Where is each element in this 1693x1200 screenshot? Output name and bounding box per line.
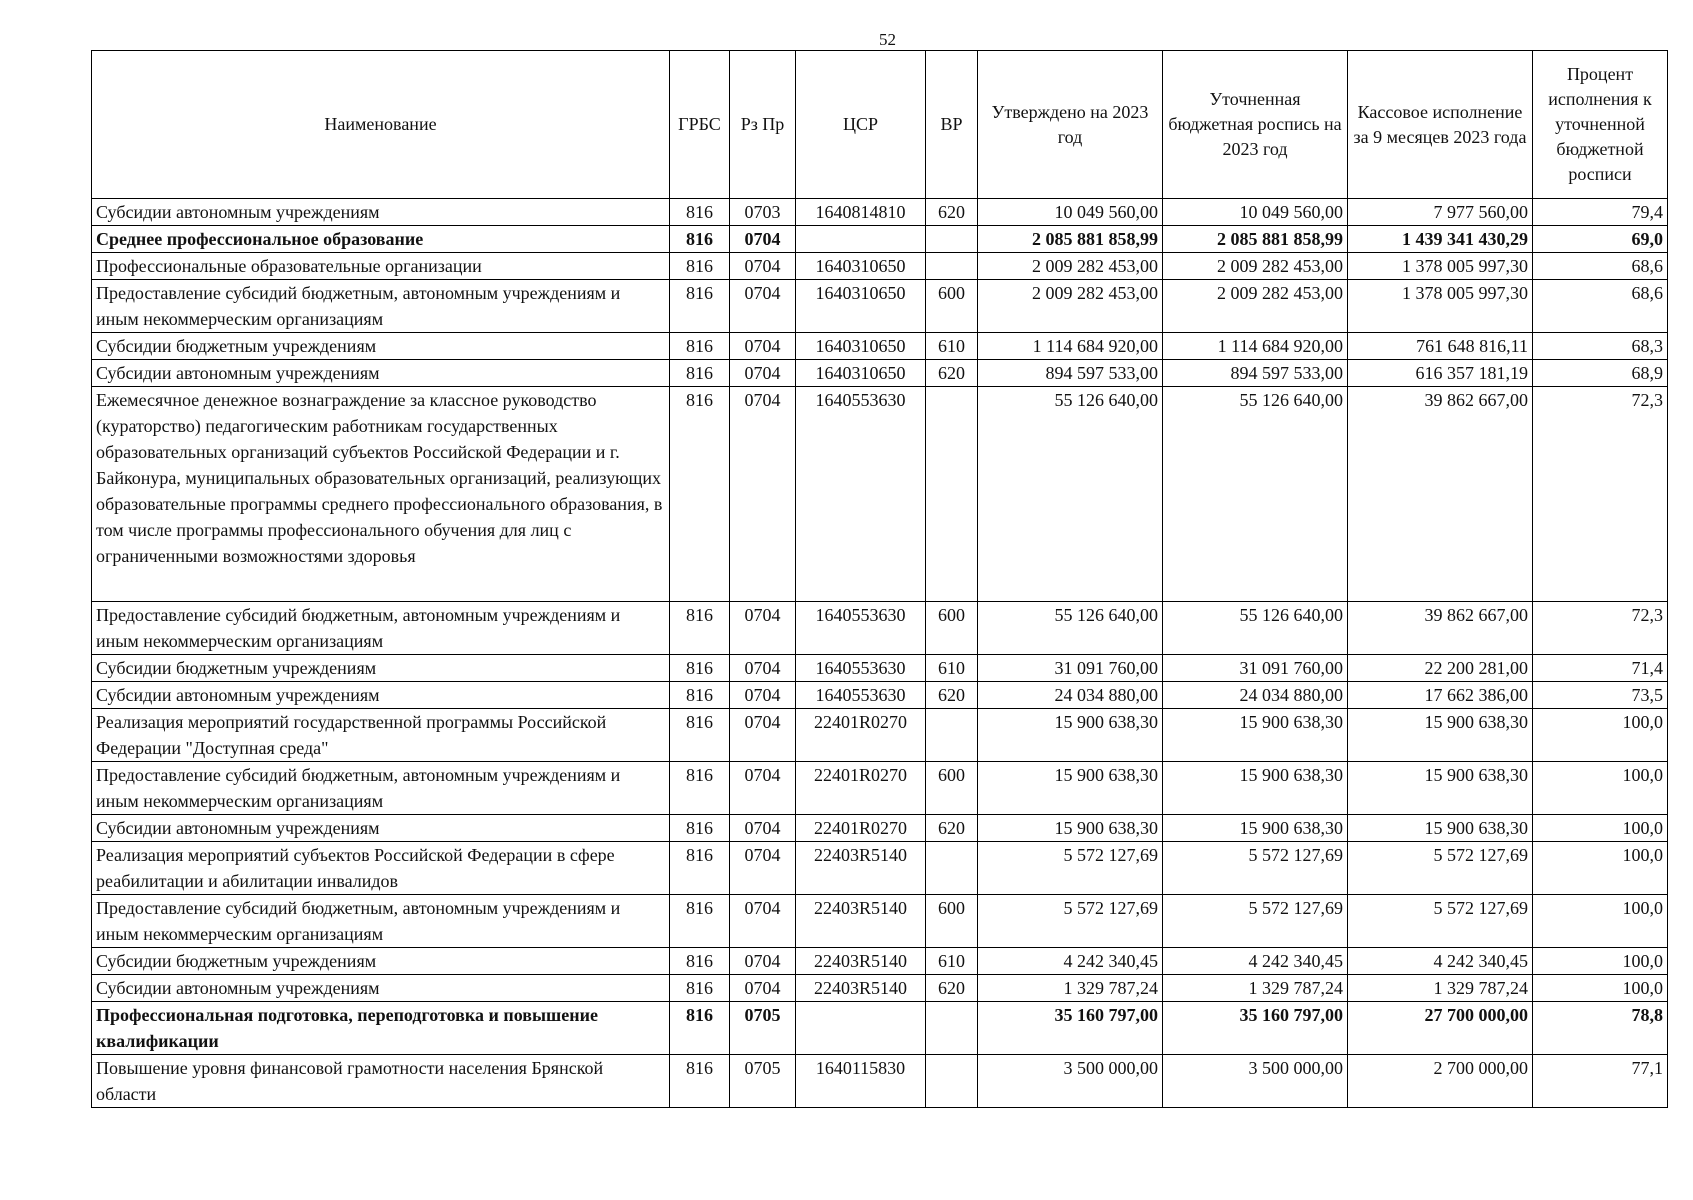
table-row: [92, 815, 1668, 842]
cell-refined: 15 900 638,30: [1163, 709, 1348, 762]
cell-approved: 3 500 000,00: [978, 1055, 1163, 1108]
cell-rzpr: 0704: [730, 815, 796, 842]
cell-grbs: 816: [670, 360, 730, 387]
cell-grbs: 816: [670, 682, 730, 709]
cell-grbs: 816: [670, 333, 730, 360]
cell-rzpr: 0704: [730, 655, 796, 682]
cell-csr: 1640310650: [796, 280, 926, 333]
cell-percent: 100,0: [1533, 948, 1668, 975]
table-row: [92, 333, 1668, 360]
cell-csr: 22401R0270: [796, 709, 926, 762]
cell-csr: 1640310650: [796, 253, 926, 280]
cell-refined: 1 329 787,24: [1163, 975, 1348, 1002]
table-row: [92, 360, 1668, 387]
cell-vr: [926, 387, 978, 602]
cell-refined: 55 126 640,00: [1163, 387, 1348, 602]
cell-percent: 79,4: [1533, 199, 1668, 226]
table-row: [92, 895, 1668, 948]
table-row: [92, 1055, 1668, 1108]
cell-name: Субсидии бюджетным учреждениям: [92, 948, 670, 975]
cell-percent: 68,9: [1533, 360, 1668, 387]
cell-name: Предоставление субсидий бюджетным, автономным учреждениям и иным некоммерческим организациям: [92, 280, 670, 333]
cell-refined: 3 500 000,00: [1163, 1055, 1348, 1108]
cell-percent: 100,0: [1533, 975, 1668, 1002]
cell-refined: 15 900 638,30: [1163, 762, 1348, 815]
cell-csr: 22401R0270: [796, 762, 926, 815]
cell-cash: 1 439 341 430,29: [1348, 226, 1533, 253]
cell-name: Профессиональная подготовка, переподготовка и повышение квалификации: [92, 1002, 670, 1055]
cell-cash: 5 572 127,69: [1348, 842, 1533, 895]
cell-name: Субсидии бюджетным учреждениям: [92, 655, 670, 682]
cell-percent: 100,0: [1533, 709, 1668, 762]
cell-approved: 1 329 787,24: [978, 975, 1163, 1002]
cell-refined: 894 597 533,00: [1163, 360, 1348, 387]
cell-csr: 1640553630: [796, 682, 926, 709]
cell-percent: 100,0: [1533, 842, 1668, 895]
cell-grbs: 816: [670, 842, 730, 895]
cell-approved: 5 572 127,69: [978, 895, 1163, 948]
cell-percent: 68,6: [1533, 280, 1668, 333]
cell-refined: 35 160 797,00: [1163, 1002, 1348, 1055]
cell-csr: 1640310650: [796, 360, 926, 387]
cell-vr: [926, 842, 978, 895]
cell-approved: 15 900 638,30: [978, 709, 1163, 762]
page-number: 52: [879, 30, 896, 49]
cell-grbs: 816: [670, 1055, 730, 1108]
cell-csr: 1640553630: [796, 602, 926, 655]
cell-vr: [926, 226, 978, 253]
cell-refined: 31 091 760,00: [1163, 655, 1348, 682]
cell-rzpr: 0705: [730, 1055, 796, 1108]
table-row: [92, 842, 1668, 895]
cell-cash: 39 862 667,00: [1348, 387, 1533, 602]
cell-vr: [926, 709, 978, 762]
cell-cash: 15 900 638,30: [1348, 815, 1533, 842]
table-header-row: [92, 51, 1668, 199]
table-row: [92, 975, 1668, 1002]
cell-rzpr: 0704: [730, 387, 796, 602]
cell-refined: 1 114 684 920,00: [1163, 333, 1348, 360]
cell-percent: 100,0: [1533, 762, 1668, 815]
cell-csr: 22403R5140: [796, 842, 926, 895]
cell-rzpr: 0704: [730, 842, 796, 895]
cell-approved: 894 597 533,00: [978, 360, 1163, 387]
budget-execution-table: [91, 50, 1668, 1108]
cell-cash: 4 242 340,45: [1348, 948, 1533, 975]
cell-refined: 5 572 127,69: [1163, 895, 1348, 948]
cell-name: Предоставление субсидий бюджетным, автономным учреждениям и иным некоммерческим организациям: [92, 762, 670, 815]
cell-percent: 71,4: [1533, 655, 1668, 682]
cell-vr: 600: [926, 602, 978, 655]
header-name: Наименование: [92, 51, 670, 199]
cell-name: Субсидии автономным учреждениям: [92, 199, 670, 226]
table-row: [92, 1002, 1668, 1055]
cell-refined: 2 085 881 858,99: [1163, 226, 1348, 253]
cell-percent: 68,6: [1533, 253, 1668, 280]
cell-grbs: 816: [670, 226, 730, 253]
cell-approved: 5 572 127,69: [978, 842, 1163, 895]
cell-refined: 10 049 560,00: [1163, 199, 1348, 226]
cell-percent: 100,0: [1533, 895, 1668, 948]
cell-refined: 2 009 282 453,00: [1163, 253, 1348, 280]
cell-name: Реализация мероприятий субъектов Российской Федерации в сфере реабилитации и абилитации инвалидов: [92, 842, 670, 895]
cell-name: Субсидии автономным учреждениям: [92, 815, 670, 842]
cell-percent: 100,0: [1533, 815, 1668, 842]
table-row: [92, 762, 1668, 815]
cell-approved: 2 009 282 453,00: [978, 280, 1163, 333]
cell-percent: 68,3: [1533, 333, 1668, 360]
cell-grbs: 816: [670, 762, 730, 815]
cell-vr: 610: [926, 655, 978, 682]
cell-csr: 1640553630: [796, 655, 926, 682]
cell-rzpr: 0704: [730, 280, 796, 333]
cell-grbs: 816: [670, 815, 730, 842]
cell-refined: 5 572 127,69: [1163, 842, 1348, 895]
cell-percent: 72,3: [1533, 387, 1668, 602]
cell-csr: 22401R0270: [796, 815, 926, 842]
cell-vr: 620: [926, 360, 978, 387]
cell-rzpr: 0704: [730, 948, 796, 975]
cell-cash: 5 572 127,69: [1348, 895, 1533, 948]
cell-name: Профессиональные образовательные организации: [92, 253, 670, 280]
cell-cash: 1 378 005 997,30: [1348, 280, 1533, 333]
header-rzpr: Рз Пр: [730, 51, 796, 199]
table-row: [92, 387, 1668, 602]
cell-rzpr: 0705: [730, 1002, 796, 1055]
cell-approved: 2 085 881 858,99: [978, 226, 1163, 253]
cell-name: Предоставление субсидий бюджетным, автономным учреждениям и иным некоммерческим организациям: [92, 895, 670, 948]
cell-rzpr: 0704: [730, 360, 796, 387]
cell-percent: 77,1: [1533, 1055, 1668, 1108]
cell-cash: 15 900 638,30: [1348, 709, 1533, 762]
cell-name: Субсидии автономным учреждениям: [92, 360, 670, 387]
cell-vr: 620: [926, 975, 978, 1002]
cell-cash: 1 378 005 997,30: [1348, 253, 1533, 280]
cell-cash: 616 357 181,19: [1348, 360, 1533, 387]
cell-grbs: 816: [670, 895, 730, 948]
cell-rzpr: 0704: [730, 253, 796, 280]
cell-cash: 15 900 638,30: [1348, 762, 1533, 815]
cell-percent: 72,3: [1533, 602, 1668, 655]
cell-cash: 2 700 000,00: [1348, 1055, 1533, 1108]
cell-approved: 15 900 638,30: [978, 815, 1163, 842]
cell-rzpr: 0704: [730, 602, 796, 655]
cell-grbs: 816: [670, 602, 730, 655]
cell-vr: 620: [926, 815, 978, 842]
cell-csr: 22403R5140: [796, 895, 926, 948]
cell-percent: 69,0: [1533, 226, 1668, 253]
table-row: [92, 280, 1668, 333]
cell-refined: 15 900 638,30: [1163, 815, 1348, 842]
header-grbs: ГРБС: [670, 51, 730, 199]
cell-refined: 2 009 282 453,00: [1163, 280, 1348, 333]
cell-rzpr: 0704: [730, 762, 796, 815]
cell-percent: 78,8: [1533, 1002, 1668, 1055]
cell-csr: 1640814810: [796, 199, 926, 226]
table-row: [92, 709, 1668, 762]
cell-vr: [926, 253, 978, 280]
cell-name: Ежемесячное денежное вознаграждение за классное руководство (кураторство) педагогическим работникам государственных образовательных организаций субъектов Российской Федерации и г. Байконура, муниципальных образовательных организаций, реализующих образовательные программы среднего профессионального образования, в том числе программы профессионального обучения для лиц с ограниченными возможностями здоровья: [92, 387, 670, 602]
cell-name: Реализация мероприятий государственной программы Российской Федерации "Доступная среда": [92, 709, 670, 762]
cell-approved: 2 009 282 453,00: [978, 253, 1163, 280]
cell-approved: 1 114 684 920,00: [978, 333, 1163, 360]
cell-csr: 1640553630: [796, 387, 926, 602]
table-row: [92, 253, 1668, 280]
cell-rzpr: 0704: [730, 226, 796, 253]
header-vr: ВР: [926, 51, 978, 199]
cell-grbs: 816: [670, 975, 730, 1002]
header-cash: Кассовое исполнение за 9 месяцев 2023 года: [1348, 51, 1533, 199]
cell-approved: 10 049 560,00: [978, 199, 1163, 226]
cell-vr: 600: [926, 895, 978, 948]
cell-rzpr: 0703: [730, 199, 796, 226]
cell-approved: 55 126 640,00: [978, 602, 1163, 655]
table-row: [92, 655, 1668, 682]
cell-grbs: 816: [670, 199, 730, 226]
cell-refined: 24 034 880,00: [1163, 682, 1348, 709]
cell-approved: 15 900 638,30: [978, 762, 1163, 815]
cell-cash: 7 977 560,00: [1348, 199, 1533, 226]
table-row: [92, 948, 1668, 975]
cell-vr: 600: [926, 280, 978, 333]
cell-grbs: 816: [670, 948, 730, 975]
header-refined: Уточненная бюджетная роспись на 2023 год: [1163, 51, 1348, 199]
cell-name: Субсидии бюджетным учреждениям: [92, 333, 670, 360]
cell-name: Предоставление субсидий бюджетным, автономным учреждениям и иным некоммерческим организациям: [92, 602, 670, 655]
cell-percent: 73,5: [1533, 682, 1668, 709]
cell-vr: 610: [926, 333, 978, 360]
cell-grbs: 816: [670, 1002, 730, 1055]
cell-cash: 22 200 281,00: [1348, 655, 1533, 682]
cell-approved: 55 126 640,00: [978, 387, 1163, 602]
table-row: [92, 682, 1668, 709]
cell-csr: 22403R5140: [796, 948, 926, 975]
table-body: [92, 199, 1668, 1108]
cell-vr: 620: [926, 682, 978, 709]
cell-cash: 39 862 667,00: [1348, 602, 1533, 655]
cell-approved: 35 160 797,00: [978, 1002, 1163, 1055]
cell-name: Субсидии автономным учреждениям: [92, 975, 670, 1002]
cell-grbs: 816: [670, 280, 730, 333]
cell-rzpr: 0704: [730, 333, 796, 360]
cell-rzpr: 0704: [730, 895, 796, 948]
header-csr: ЦСР: [796, 51, 926, 199]
cell-refined: 55 126 640,00: [1163, 602, 1348, 655]
table-row: [92, 226, 1668, 253]
cell-name: Среднее профессиональное образование: [92, 226, 670, 253]
cell-vr: [926, 1055, 978, 1108]
cell-approved: 31 091 760,00: [978, 655, 1163, 682]
cell-cash: 761 648 816,11: [1348, 333, 1533, 360]
cell-approved: 4 242 340,45: [978, 948, 1163, 975]
table-row: [92, 199, 1668, 226]
cell-vr: 620: [926, 199, 978, 226]
cell-cash: 27 700 000,00: [1348, 1002, 1533, 1055]
cell-grbs: 816: [670, 253, 730, 280]
cell-rzpr: 0704: [730, 975, 796, 1002]
cell-vr: [926, 1002, 978, 1055]
cell-grbs: 816: [670, 655, 730, 682]
cell-csr: [796, 226, 926, 253]
cell-refined: 4 242 340,45: [1163, 948, 1348, 975]
header-percent: Процент исполнения к уточненной бюджетной росписи: [1533, 51, 1668, 199]
cell-vr: 610: [926, 948, 978, 975]
cell-grbs: 816: [670, 387, 730, 602]
cell-approved: 24 034 880,00: [978, 682, 1163, 709]
table-row: [92, 602, 1668, 655]
cell-rzpr: 0704: [730, 682, 796, 709]
header-approved: Утверждено на 2023 год: [978, 51, 1163, 199]
cell-csr: 1640310650: [796, 333, 926, 360]
cell-rzpr: 0704: [730, 709, 796, 762]
cell-cash: 1 329 787,24: [1348, 975, 1533, 1002]
cell-csr: 1640115830: [796, 1055, 926, 1108]
cell-vr: 600: [926, 762, 978, 815]
cell-name: Субсидии автономным учреждениям: [92, 682, 670, 709]
cell-csr: [796, 1002, 926, 1055]
cell-name: Повышение уровня финансовой грамотности населения Брянской области: [92, 1055, 670, 1108]
cell-grbs: 816: [670, 709, 730, 762]
cell-csr: 22403R5140: [796, 975, 926, 1002]
cell-cash: 17 662 386,00: [1348, 682, 1533, 709]
